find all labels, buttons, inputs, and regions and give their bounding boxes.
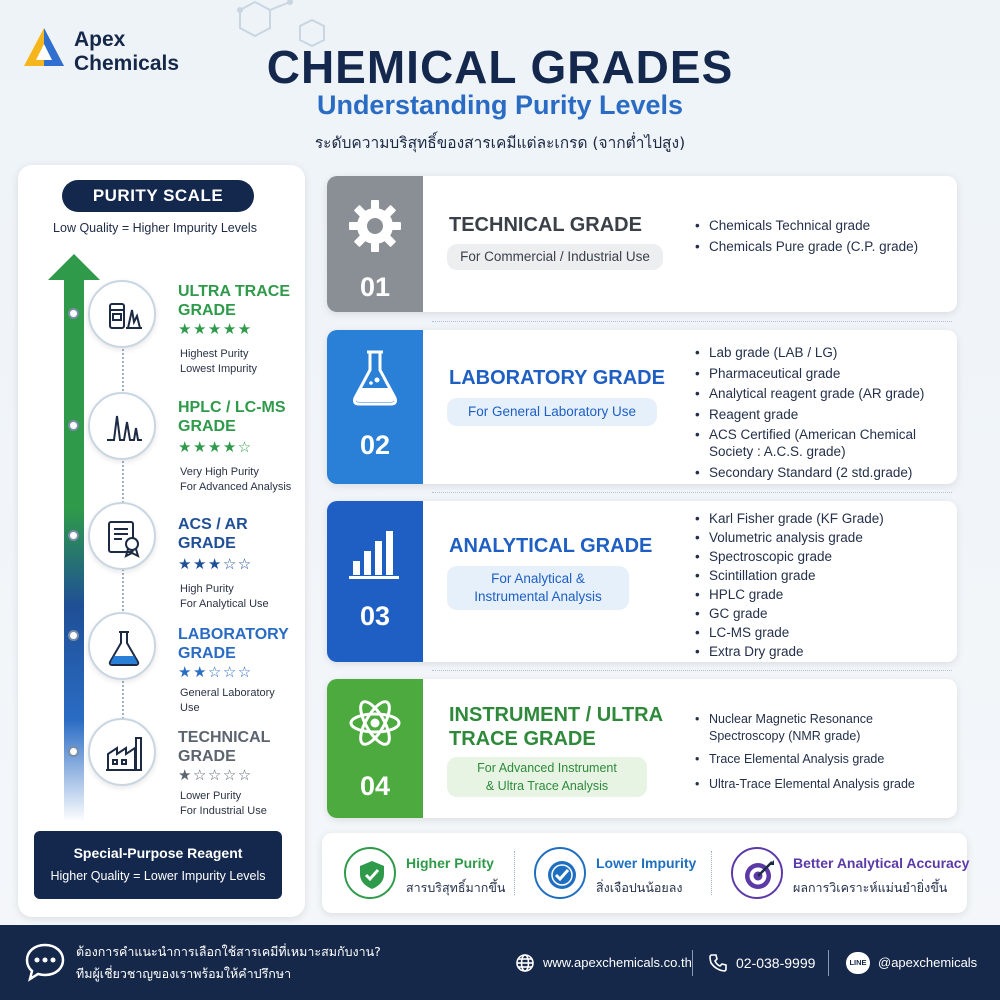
list-item: • Secondary Standard (2 std.grade) bbox=[695, 464, 945, 481]
list-item: • Spectroscopic grade bbox=[695, 547, 884, 566]
card-side-band bbox=[327, 176, 423, 312]
grade-use-pill: For Analytical & Instrumental Analysis bbox=[447, 566, 629, 610]
list-item: • Pharmaceutical grade bbox=[695, 365, 945, 382]
target-icon bbox=[731, 847, 783, 899]
brand-name-line2: Chemicals bbox=[74, 52, 180, 75]
special-purpose-box bbox=[34, 831, 282, 899]
level-hplc-desc: Very High Purity For Advanced Analysis bbox=[180, 466, 292, 493]
level-hplc-stars: ★★★★☆ bbox=[178, 439, 253, 456]
level-ultra-trace-name: ULTRA TRACE GRADE bbox=[178, 283, 290, 319]
divider bbox=[828, 950, 829, 976]
shield-check-icon bbox=[344, 847, 396, 899]
flask-icon bbox=[88, 612, 156, 680]
grade-use-pill: For Advanced Instrument & Ultra Trace Analysis bbox=[447, 757, 647, 797]
footer-website-link[interactable] bbox=[515, 925, 692, 1000]
flask-icon bbox=[347, 348, 403, 408]
benefit-title: Higher Purity bbox=[406, 855, 494, 871]
grade-number: 04 bbox=[359, 771, 391, 801]
benefit-title: Lower Impurity bbox=[596, 855, 697, 871]
level-ultra-trace-desc: Highest Purity Lowest Impurity bbox=[180, 348, 258, 375]
certificate-icon bbox=[88, 502, 156, 570]
list-item: • ACS Certified (American Chemical Society : A.C.S. grade) bbox=[695, 426, 945, 460]
benefit-lower-impurity bbox=[534, 833, 709, 913]
benefit-thai: สิ่งเจือปนน้อยลง bbox=[596, 880, 683, 895]
divider bbox=[692, 950, 693, 976]
level-laboratory-stars: ★★☆☆☆ bbox=[178, 664, 253, 681]
benefits-bar bbox=[322, 833, 970, 913]
purity-scale-title: PURITY SCALE bbox=[62, 180, 254, 212]
grade-use-pill: For General Laboratory Use bbox=[447, 398, 657, 426]
divider bbox=[711, 851, 712, 895]
level-ultra-trace-stars: ★★★★★ bbox=[178, 321, 253, 338]
grade-name: LABORATORY GRADE bbox=[449, 367, 665, 389]
grade-card-technical bbox=[327, 176, 957, 312]
list-item: • Trace Elemental Analysis grade bbox=[695, 751, 945, 768]
list-item: • HPLC grade bbox=[695, 585, 884, 604]
scale-marker bbox=[68, 308, 79, 319]
footer bbox=[0, 925, 1000, 1000]
benefit-thai: สารบริสุทธิ์มากขึ้น bbox=[406, 880, 506, 895]
page-subtitle: Understanding Purity Levels bbox=[316, 90, 684, 120]
list-item: • Karl Fisher grade (KF Grade) bbox=[695, 509, 884, 528]
scale-marker bbox=[68, 630, 79, 641]
level-acs-desc: High Purity For Analytical Use bbox=[180, 583, 269, 610]
scale-marker bbox=[68, 420, 79, 431]
level-laboratory-desc: General Laboratory Use bbox=[180, 687, 275, 714]
footer-phone-link[interactable] bbox=[708, 925, 815, 1000]
list-item: • Extra Dry grade bbox=[695, 642, 884, 661]
gear-icon bbox=[347, 198, 403, 254]
card-side-band bbox=[327, 330, 423, 484]
list-item: • LC-MS grade bbox=[695, 623, 884, 642]
chromatogram-icon bbox=[88, 392, 156, 460]
list-item: • GC grade bbox=[695, 604, 884, 623]
grade-name: TECHNICAL GRADE bbox=[449, 214, 642, 236]
level-hplc-name: HPLC / LC-MS GRADE bbox=[178, 399, 286, 435]
footer-line-id: @apexchemicals bbox=[878, 955, 978, 970]
ultra-trace-icon bbox=[88, 280, 156, 348]
globe-icon bbox=[515, 953, 535, 973]
grade-number: 02 bbox=[359, 430, 391, 460]
footer-phone: 02-038-9999 bbox=[736, 954, 816, 971]
grade-items-list bbox=[695, 711, 945, 793]
grade-card-laboratory bbox=[327, 330, 957, 484]
grade-name: ANALYTICAL GRADE bbox=[449, 535, 653, 557]
grade-number: 01 bbox=[359, 272, 391, 302]
grade-items-list bbox=[695, 344, 945, 481]
special-purpose-title: Special-Purpose Reagent bbox=[73, 845, 243, 861]
footer-question: ต้องการคำแนะนำการเลือกใช้สารเคมีที่เหมาะสมกับงาน? ทีมผู้เชี่ยวชาญของเราพร้อมให้คำปรึกษา bbox=[76, 944, 381, 981]
thai-subtitle: ระดับความบริสุทธิ์ของสารเคมีแต่ละเกรด (จากต่ำไปสูง) bbox=[314, 134, 686, 152]
scale-marker bbox=[68, 530, 79, 541]
list-item: • Reagent grade bbox=[695, 406, 945, 423]
grade-card-analytical bbox=[327, 501, 957, 662]
bar-chart-icon bbox=[347, 525, 403, 581]
list-item: • Ultra-Trace Elemental Analysis grade bbox=[695, 776, 945, 793]
grade-number: 03 bbox=[359, 601, 391, 631]
atom-icon bbox=[347, 695, 403, 751]
line-app-icon: LINE bbox=[846, 952, 870, 974]
divider bbox=[514, 851, 515, 895]
purity-scale-note: Low Quality = Higher Impurity Levels bbox=[53, 221, 257, 235]
list-item: • Volumetric analysis grade bbox=[695, 528, 884, 547]
factory-icon bbox=[88, 718, 156, 786]
grade-use-pill: For Commercial / Industrial Use bbox=[447, 244, 663, 270]
divider bbox=[432, 492, 952, 493]
benefit-thai: ผลการวิเคราะห์แม่นยำยิ่งขึ้น bbox=[793, 880, 948, 895]
list-item: • Chemicals Technical grade bbox=[695, 218, 918, 233]
list-item: • Nuclear Magnetic Resonance Spectroscopy (NMR grade) bbox=[695, 711, 945, 745]
level-acs-name: ACS / AR GRADE bbox=[178, 516, 248, 552]
list-item: • Chemicals Pure grade (C.P. grade) bbox=[695, 239, 918, 254]
chat-bubble-icon bbox=[24, 941, 66, 983]
card-side-band bbox=[327, 679, 423, 818]
phone-icon bbox=[708, 953, 728, 973]
scale-marker bbox=[68, 746, 79, 757]
benefit-title: Better Analytical Accuracy bbox=[793, 855, 970, 871]
benefit-higher-purity bbox=[344, 833, 514, 913]
footer-website: www.apexchemicals.co.th bbox=[543, 955, 692, 970]
divider bbox=[432, 670, 952, 671]
grade-name: INSTRUMENT / ULTRA TRACE GRADE bbox=[449, 704, 664, 750]
grade-items-list bbox=[695, 218, 918, 254]
level-laboratory-name: LABORATORY GRADE bbox=[178, 626, 289, 662]
special-purpose-note: Higher Quality = Lower Impurity Levels bbox=[50, 869, 266, 883]
footer-line-link[interactable] bbox=[846, 925, 977, 1000]
list-item: • Analytical reagent grade (AR grade) bbox=[695, 385, 945, 402]
divider bbox=[432, 321, 952, 322]
list-item: • Scintillation grade bbox=[695, 566, 884, 585]
level-acs-stars: ★★★☆☆ bbox=[178, 556, 253, 573]
level-technical-name: TECHNICAL GRADE bbox=[178, 729, 271, 765]
benefit-better-accuracy bbox=[731, 833, 970, 913]
grade-items-list bbox=[695, 509, 884, 661]
brand-name-line1: Apex bbox=[74, 28, 126, 51]
grade-card-instrument bbox=[327, 679, 957, 818]
page-title: CHEMICAL GRADES bbox=[266, 41, 734, 93]
card-side-band bbox=[327, 501, 423, 662]
level-technical-desc: Lower Purity For Industrial Use bbox=[180, 790, 267, 817]
check-circle-icon bbox=[534, 847, 586, 899]
level-technical-stars: ★☆☆☆☆ bbox=[178, 767, 253, 784]
list-item: • Lab grade (LAB / LG) bbox=[695, 344, 945, 361]
